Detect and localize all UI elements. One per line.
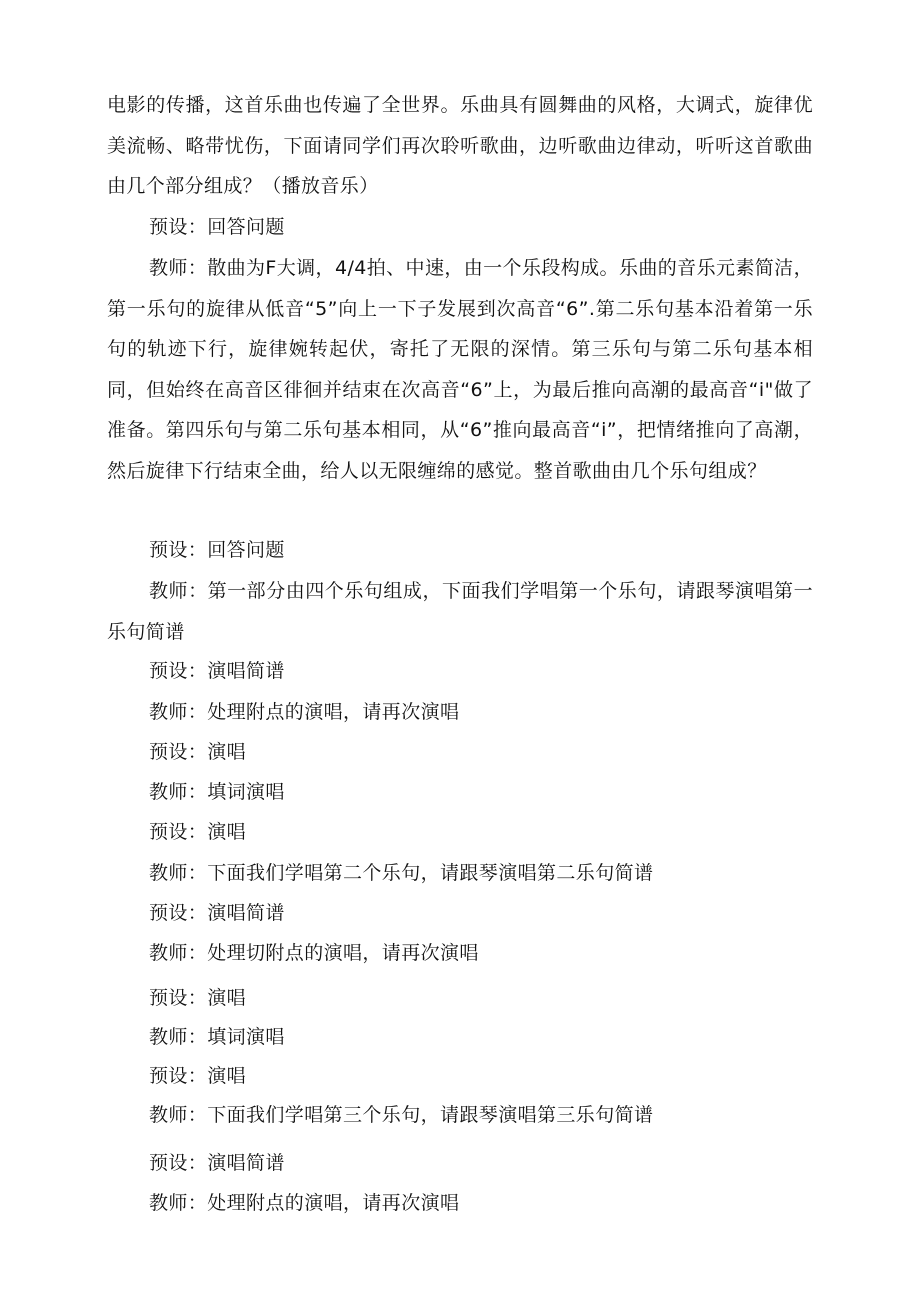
line-teacher-dotted-2: 教师：处理切附点的演唱，请再次演唱	[149, 942, 479, 964]
line-preset-sing-notation-2: 预设：演唱简谱	[149, 902, 285, 924]
line-preset-sing-2: 预设：演唱	[149, 821, 247, 843]
line-teacher-lyrics-1: 教师：填词演唱	[149, 781, 285, 803]
line-preset-sing-1: 预设：演唱	[149, 741, 247, 763]
line-preset-sing-notation-3: 预设：演唱简谱	[149, 1152, 285, 1174]
paragraph-intro: 电影的传播，这首乐曲也传遍了全世界。乐曲具有圆舞曲的风格，大调式，旋律优美流畅、略带忧伤，下面请同学们再次聆听歌曲，边听歌曲边律动，听听这首歌曲由几个部分组成？（播放音乐）	[107, 94, 813, 197]
paragraph-teacher-analysis: 教师：散曲为F大调，4/4拍、中速，由一个乐段构成。乐曲的音乐元素简洁，第一乐句的旋律从低音“5”向上一下子发展到次高音“6”.第二乐句基本沿着第一乐句的轨迹下行，旋律婉转起伏，寄托了无限的深情。第三乐句与第二乐句基本相同，但始终在高音区徘徊并结束在次高音“6”上，为最后推向高潮的最高音“i"做了准备。第四乐句与第二乐句基本相同，从“6”推向最高音“i”，把情绪推向了高潮，然后旋律下行结束全曲，给人以无限缠绵的感觉。整首歌曲由几个乐句组成？	[107, 257, 813, 482]
line-preset-sing-3: 预设：演唱	[149, 987, 247, 1009]
line-teacher-dotted-3: 教师：处理附点的演唱，请再次演唱	[149, 1192, 460, 1214]
paragraph-teacher-first-phrase: 教师：第一部分由四个乐句组成，下面我们学唱第一个乐句，请跟琴演唱第一乐句简谱	[107, 580, 813, 643]
line-teacher-third-phrase: 教师：下面我们学唱第三个乐句，请跟琴演唱第三乐句简谱	[149, 1104, 654, 1126]
paragraph-preset-answer-1: 预设：回答问题	[149, 216, 285, 238]
line-teacher-second-phrase: 教师：下面我们学唱第二个乐句，请跟琴演唱第二乐句简谱	[149, 862, 654, 884]
line-preset-sing-4: 预设：演唱	[149, 1065, 247, 1087]
line-teacher-lyrics-2: 教师：填词演唱	[149, 1026, 285, 1048]
line-preset-sing-notation-1: 预设：演唱简谱	[149, 660, 285, 682]
line-teacher-dotted-1: 教师：处理附点的演唱，请再次演唱	[149, 701, 460, 723]
paragraph-preset-answer-2: 预设：回答问题	[149, 539, 285, 561]
